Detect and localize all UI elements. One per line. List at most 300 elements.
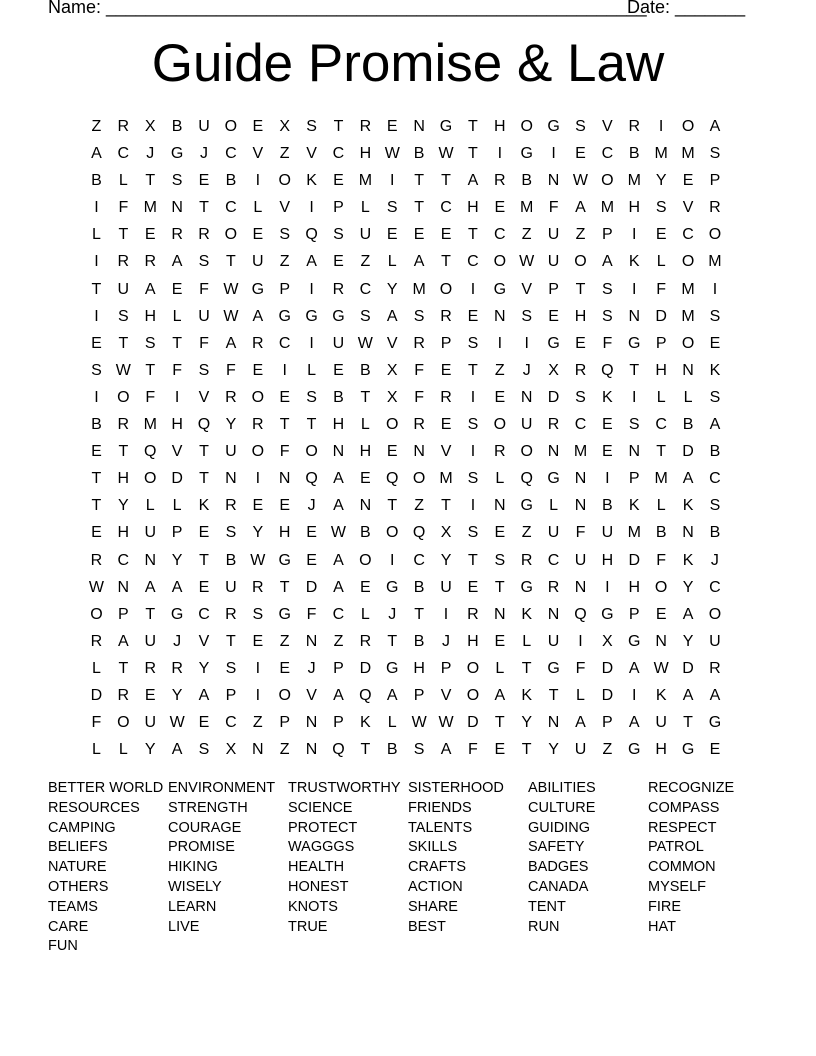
grid-letter: N [547,172,560,190]
grid-letter: C [117,145,130,163]
grid-letter: L [387,714,397,732]
grid-letter: I [632,280,637,298]
grid-letter: Y [171,686,183,704]
grid-letter: P [602,714,613,732]
grid-letter: S [709,497,721,515]
grid-letter: L [683,388,693,406]
grid-letter: K [682,551,694,569]
grid-letter: E [440,226,452,244]
grid-letter: I [390,551,395,569]
grid-letter: O [251,388,265,406]
grid-letter: T [145,172,156,190]
grid-letter: A [413,253,425,271]
grid-letter: L [307,361,317,379]
grid-letter: M [627,172,641,190]
grid-letter: C [547,551,560,569]
grid-letter: U [225,443,237,461]
grid-letter: Y [386,280,398,298]
grid-letter: F [199,280,209,298]
grid-letter: T [145,361,156,379]
grid-letter: G [708,714,722,732]
grid-letter: T [199,199,209,217]
grid-letter: B [413,145,425,163]
grid-letter: T [118,659,129,677]
grid-letter: S [306,388,317,406]
grid-letter: C [225,145,237,163]
grid-letter: R [252,578,264,596]
grid-letter: E [198,524,210,542]
grid-letter: W [653,659,669,677]
grid-letter: M [654,145,668,163]
grid-letter: O [386,524,399,542]
grid-letter: G [278,605,291,623]
grid-letter: U [655,714,667,732]
grid-letter: N [547,714,560,732]
grid-letter: R [171,659,183,677]
grid-letter: R [413,416,425,434]
grid-letter: T [91,497,102,515]
grid-letter: B [413,578,425,596]
grid-letter: W [572,172,589,190]
grid-letter: J [442,632,451,650]
grid-letter: F [414,388,425,406]
grid-letter: U [144,714,156,732]
grid-letter: S [225,659,237,677]
grid-letter: A [144,578,156,596]
grid-letter: E [279,659,291,677]
grid-letter: H [117,524,130,542]
page-title: Guide Promise & Law [151,34,665,93]
grid-letter: R [198,226,210,244]
grid-letter: T [468,361,478,379]
grid-letter: M [358,172,373,190]
grid-letter: D [601,686,614,704]
grid-letter: Q [520,470,533,488]
grid-letter: P [628,470,640,488]
grid-letter: T [494,714,505,732]
grid-letter: E [252,632,264,650]
grid-letter: U [252,253,264,271]
grid-letter: S [118,307,129,325]
grid-letter: S [467,524,479,542]
grid-letter: W [357,334,373,352]
word-list-item: BEST [408,918,446,935]
grid-letter: J [388,605,397,623]
grid-letter: F [575,659,586,677]
grid-letter: S [306,118,317,135]
word-list-item: PROTECT [288,819,358,836]
grid-letter: F [468,741,478,759]
grid-letter: M [627,524,641,542]
grid-letter: V [198,632,210,650]
grid-letter: T [333,118,344,135]
grid-letter: X [548,361,559,379]
grid-letter: F [602,334,613,352]
grid-letter: K [682,497,694,515]
grid-letter: L [91,659,101,677]
word-list-item: LEARN [168,898,217,915]
grid-letter: M [412,280,426,298]
grid-letter: O [466,686,480,704]
grid-letter: G [332,307,345,325]
grid-letter: O [117,714,130,732]
grid-letter: B [91,416,102,434]
grid-letter: P [333,199,344,217]
grid-letter: T [118,443,129,461]
grid-letter: U [547,632,560,650]
grid-letter: G [547,118,560,135]
grid-letter: T [226,253,236,271]
grid-letter: H [628,578,641,596]
grid-letter: P [171,524,183,542]
grid-letter: I [658,118,664,135]
grid-letter: D [547,388,560,406]
grid-letter: L [576,686,585,704]
word-list-item: HAT [648,918,676,935]
grid-letter: L [360,199,370,217]
grid-letter: O [681,334,695,352]
grid-letter: H [278,524,291,542]
grid-letter: U [520,416,533,434]
grid-letter: N [359,497,372,515]
grid-letter: C [709,470,721,488]
grid-letter: E [386,226,398,244]
grid-letter: E [279,497,291,515]
grid-letter: T [441,172,451,190]
grid-letter: Q [601,361,614,379]
grid-letter: I [390,172,395,190]
grid-letter: E [440,361,452,379]
letter-grid [83,113,728,763]
grid-letter: G [520,497,533,515]
grid-letter: R [709,659,721,677]
grid-letter: A [628,659,640,677]
grid-letter: S [225,524,237,542]
grid-letter: T [387,632,398,650]
grid-letter: C [225,714,237,732]
grid-letter: U [547,524,560,542]
grid-letter: O [305,443,318,461]
word-list-item: CULTURE [528,799,596,816]
grid-letter: A [225,334,237,352]
grid-letter: E [413,226,425,244]
grid-letter: I [309,280,314,298]
grid-letter: E [386,118,398,135]
grid-letter: C [494,226,506,244]
grid-letter: N [547,443,560,461]
grid-letter: R [252,334,264,352]
grid-letter: R [359,118,372,135]
grid-letter: B [225,551,237,569]
grid-letter: O [520,118,533,135]
grid-letter: R [494,443,506,461]
grid-letter: I [578,632,583,650]
grid-letter: N [171,199,183,217]
grid-letter: E [360,578,371,596]
grid-letter: J [200,145,208,163]
grid-letter: C [198,605,210,623]
grid-letter: I [255,172,261,190]
word-list-item: CARE [48,918,89,935]
grid-letter: Q [574,605,587,623]
grid-letter: V [252,145,264,163]
grid-letter: X [144,118,156,135]
grid-letter: G [278,307,291,325]
grid-letter: E [144,226,156,244]
grid-letter: R [144,253,156,271]
grid-letter: N [520,388,533,406]
grid-letter: H [332,416,345,434]
word-list-item: FUN [48,938,78,955]
grid-letter: E [655,605,667,623]
grid-letter: R [413,334,425,352]
grid-letter: N [628,443,641,461]
grid-letter: R [547,416,560,434]
word-list-item: TRUE [288,918,328,935]
grid-letter: B [521,172,533,190]
grid-letter: L [253,199,263,217]
grid-letter: I [605,578,610,596]
word-list-item: SHARE [408,898,458,915]
grid-letter: S [386,199,398,217]
grid-letter: I [470,388,476,406]
grid-letter: M [439,470,453,488]
grid-letter: I [632,226,637,244]
grid-letter: O [493,416,507,434]
grid-letter: A [386,307,398,325]
grid-letter: V [386,334,398,352]
grid-letter: T [494,578,505,596]
grid-letter: D [90,686,103,704]
grid-letter: R [225,605,237,623]
grid-letter: O [654,578,668,596]
word-list-item: ACTION [408,878,463,895]
word-list [48,779,768,957]
grid-letter: I [94,307,99,325]
grid-letter: R [90,632,103,650]
word-list-item: ABILITIES [528,780,596,796]
grid-letter: L [118,741,128,759]
grid-letter: I [174,388,180,406]
grid-letter: N [628,307,641,325]
grid-letter: F [656,280,667,298]
grid-letter: X [386,361,398,379]
grid-letter: A [252,307,264,325]
grid-letter: G [493,280,507,298]
grid-letter: T [468,145,478,163]
grid-letter: V [521,280,533,298]
grid-letter: K [602,388,613,406]
grid-letter: I [632,388,637,406]
grid-letter: S [575,388,586,406]
grid-letter: L [549,497,559,515]
grid-letter: D [682,659,694,677]
grid-letter: S [602,280,613,298]
word-list-item: TRUSTWORTHY [288,780,401,796]
grid-letter: P [628,605,640,623]
grid-letter: O [386,416,399,434]
grid-letter: H [359,443,372,461]
grid-letter: P [413,686,425,704]
grid-letter: E [548,307,559,325]
grid-letter: U [198,118,210,135]
grid-letter: T [414,605,425,623]
grid-letter: M [573,443,588,461]
word-list-item: KNOTS [288,898,338,915]
grid-letter: E [575,334,586,352]
grid-letter: K [521,686,533,704]
grid-letter: F [226,361,236,379]
grid-letter: Y [252,524,264,542]
grid-letter: M [143,416,157,434]
grid-letter: V [171,443,183,461]
grid-letter: B [360,361,371,379]
grid-letter: H [574,307,587,325]
grid-letter: H [655,741,667,759]
word-list-item: CANADA [528,878,589,895]
grid-letter: K [655,686,667,704]
grid-letter: B [655,524,667,542]
grid-letter: H [628,199,641,217]
word-list-item: STRENGTH [168,799,248,816]
grid-letter: E [494,388,506,406]
grid-letter: T [279,416,290,434]
grid-letter: P [709,172,721,190]
grid-letter: A [628,714,640,732]
word-list-item: WISELY [168,878,222,895]
grid-letter: T [683,714,693,732]
grid-letter: B [225,172,237,190]
grid-letter: A [682,605,694,623]
grid-letter: J [522,361,531,379]
grid-letter: P [279,714,291,732]
grid-letter: S [171,172,183,190]
grid-letter: I [605,470,610,488]
grid-letter: U [547,253,560,271]
grid-letter: Y [171,551,183,569]
grid-letter: E [333,253,344,271]
grid-letter: Y [225,416,237,434]
word-list-item: SKILLS [408,839,458,856]
word-list-item: RESOURCES [48,799,140,816]
grid-letter: H [467,199,479,217]
word-list-item: PROMISE [168,839,235,856]
grid-letter: O [681,253,695,271]
grid-letter: A [575,199,586,217]
grid-letter: H [467,632,479,650]
grid-letter: M [681,145,695,163]
grid-letter: A [118,632,129,650]
grid-letter: O [493,253,507,271]
grid-letter: D [305,578,318,596]
grid-letter: H [144,307,156,325]
grid-letter: P [118,605,129,623]
grid-letter: Y [682,632,694,650]
grid-letter: T [360,741,371,759]
grid-letter: S [575,118,586,135]
grid-letter: V [440,443,452,461]
grid-letter: O [359,551,372,569]
grid-letter: E [494,632,506,650]
grid-letter: F [414,361,425,379]
grid-letter: R [117,686,130,704]
grid-letter: A [494,686,506,704]
word-list-item: MYSELF [648,878,707,895]
grid-letter: O [520,443,533,461]
grid-letter: O [278,172,291,190]
word-list-item: ENVIRONMENT [168,780,276,796]
grid-letter: S [709,145,721,163]
grid-letter: L [360,605,370,623]
grid-letter: P [333,714,344,732]
grid-letter: A [682,470,694,488]
word-list-item: OTHERS [48,878,109,895]
grid-letter: E [91,443,102,461]
word-list-item: GUIDING [528,819,591,836]
grid-letter: G [628,632,641,650]
grid-letter: Z [333,632,344,650]
grid-letter: J [710,551,719,569]
grid-letter: D [682,443,694,461]
grid-letter: P [333,659,344,677]
grid-letter: Z [494,361,505,379]
grid-letter: L [91,741,101,759]
grid-letter: N [574,578,587,596]
grid-letter: N [278,470,291,488]
grid-letter: U [144,632,156,650]
grid-letter: G [170,145,184,163]
grid-letter: I [309,334,314,352]
grid-letter: Z [279,741,290,759]
grid-letter: E [252,226,264,244]
grid-letter: E [709,741,721,759]
grid-letter: N [574,470,587,488]
grid-letter: S [198,361,210,379]
grid-letter: G [520,578,533,596]
grid-letter: R [117,118,130,135]
grid-letter: S [521,307,533,325]
grid-letter: E [252,118,264,135]
grid-letter: M [708,253,722,271]
grid-letter: D [628,551,641,569]
grid-letter: G [386,659,399,677]
grid-letter: A [709,686,721,704]
grid-letter: G [170,605,184,623]
grid-letter: E [306,551,317,569]
grid-letter: T [521,741,532,759]
grid-letter: S [279,226,291,244]
grid-letter: P [279,280,291,298]
grid-letter: R [547,578,560,596]
grid-letter: R [225,388,237,406]
grid-letter: P [602,226,613,244]
grid-letter: T [575,280,586,298]
grid-letter: Z [521,226,532,244]
word-list-item: BETTER WORLD [48,780,164,796]
grid-letter: N [305,632,318,650]
grid-letter: T [441,253,451,271]
grid-letter: A [306,253,317,271]
grid-letter: E [279,388,291,406]
grid-letter: S [628,416,640,434]
grid-letter: H [601,551,614,569]
grid-letter: T [306,416,317,434]
grid-letter: I [524,334,529,352]
grid-letter: U [225,578,237,596]
word-list-item: BADGES [528,859,589,876]
grid-letter: T [118,334,129,352]
word-list-item: SISTERHOOD [408,780,504,796]
